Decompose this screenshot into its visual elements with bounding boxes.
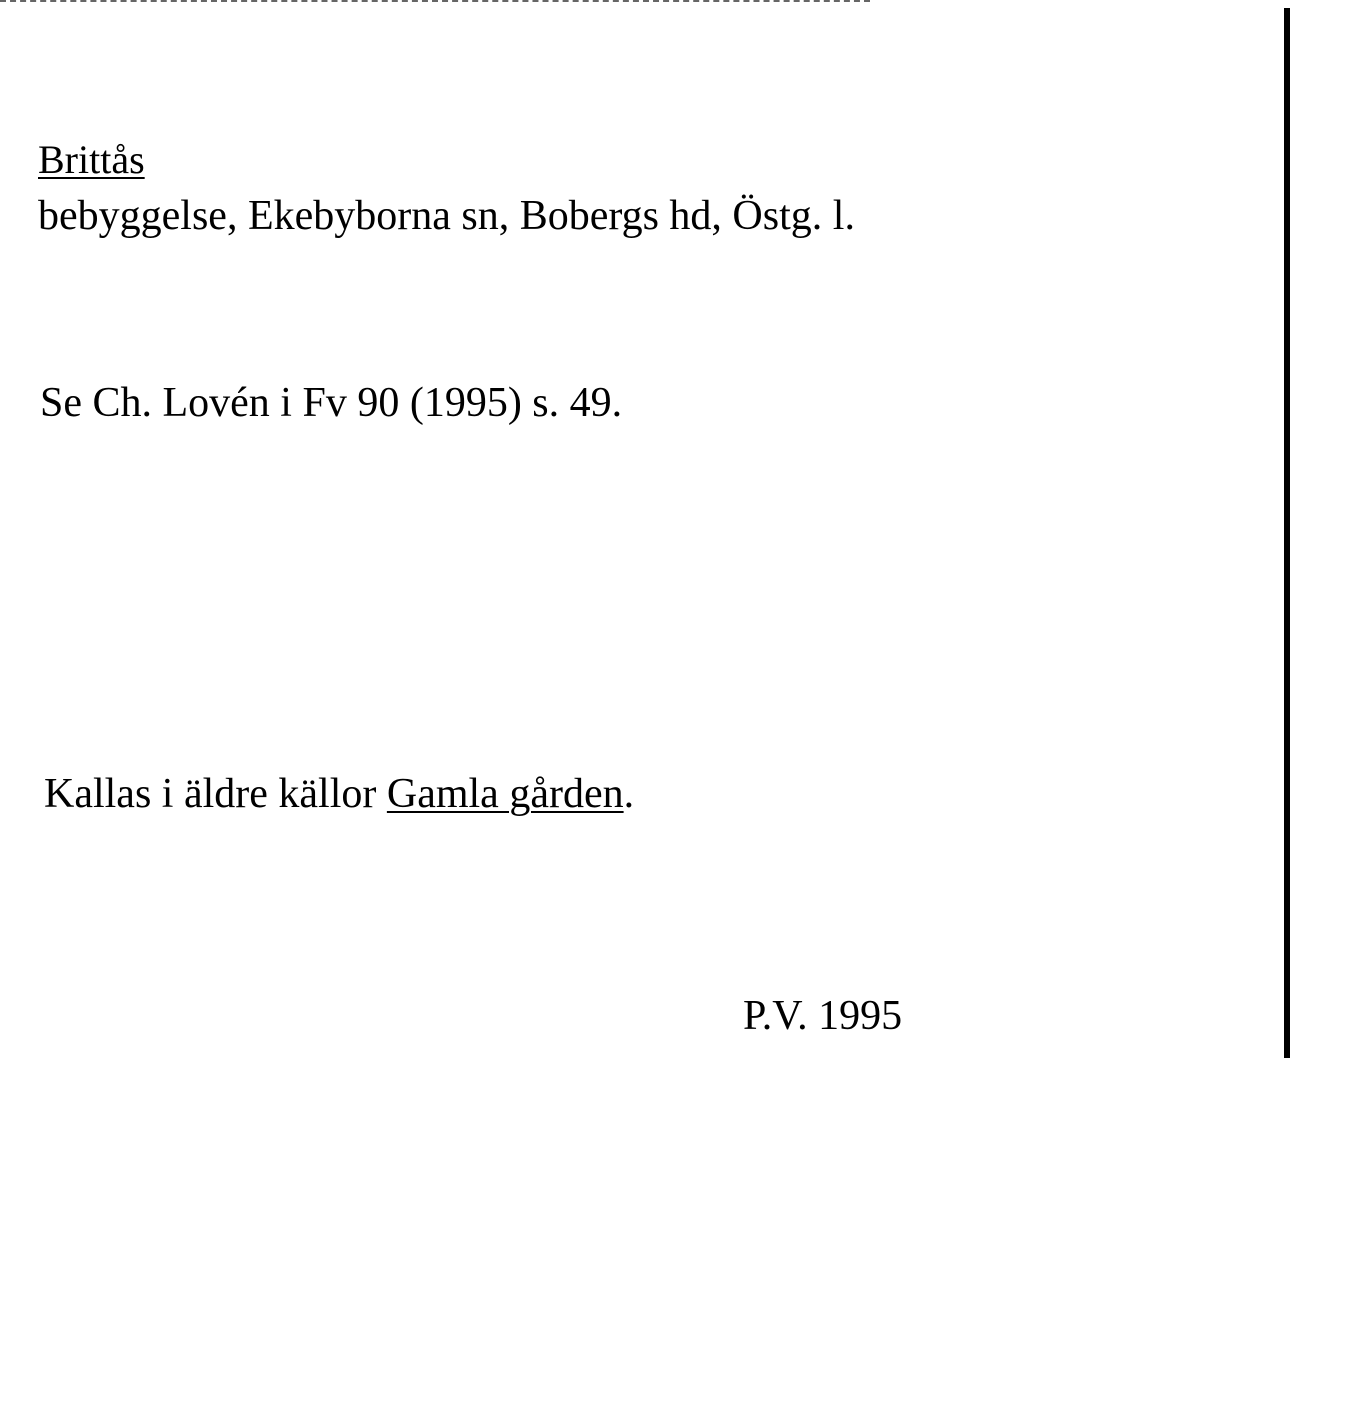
- literature-reference: Se Ch. Lovén i Fv 90 (1995) s. 49.: [40, 380, 623, 426]
- note-suffix: .: [623, 771, 635, 817]
- older-sources-note: [44, 773, 634, 815]
- card-top-edge: [0, 0, 870, 2]
- signature: P.V. 1995: [743, 993, 903, 1039]
- card-right-border: [1284, 8, 1290, 1058]
- older-name: Gamla gården: [386, 771, 624, 817]
- note-prefix: Kallas i äldre källor: [44, 771, 387, 817]
- headword: Brittås: [38, 137, 145, 182]
- place-classification: bebyggelse, Ekebyborna sn, Bobergs hd, Östg. l.: [38, 193, 855, 239]
